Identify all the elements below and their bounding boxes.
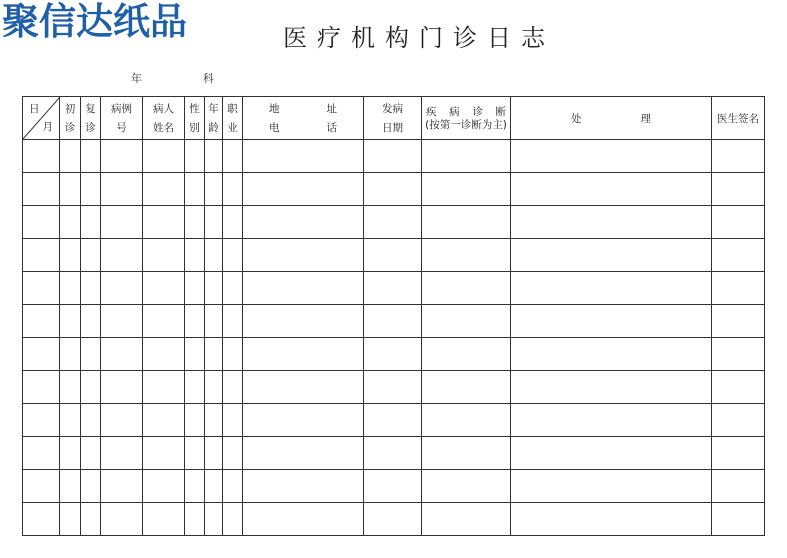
header-onset-date-line1: 发病 bbox=[382, 102, 403, 115]
table-row bbox=[23, 338, 765, 371]
cell-doctor-signature[interactable] bbox=[712, 371, 765, 404]
department-label: 科 bbox=[203, 72, 214, 85]
header-diagnosis-char3: 诊 bbox=[472, 105, 483, 118]
cell-treatment[interactable] bbox=[511, 503, 712, 536]
table-row bbox=[23, 503, 765, 536]
cell-age[interactable] bbox=[205, 239, 223, 272]
cell-case-no[interactable] bbox=[101, 503, 143, 536]
cell-case-no[interactable] bbox=[101, 371, 143, 404]
header-onset-date-line2: 日期 bbox=[382, 121, 403, 134]
cell-age[interactable] bbox=[205, 404, 223, 437]
cell-return-visit[interactable] bbox=[81, 470, 101, 503]
cell-treatment[interactable] bbox=[511, 404, 712, 437]
cell-doctor-signature[interactable] bbox=[712, 272, 765, 305]
cell-occupation[interactable] bbox=[223, 140, 243, 173]
cell-treatment[interactable] bbox=[511, 272, 712, 305]
header-sex-line1: 性 bbox=[189, 102, 200, 115]
cell-case-no[interactable] bbox=[101, 140, 143, 173]
cell-first-visit[interactable] bbox=[60, 338, 81, 371]
cell-case-no[interactable] bbox=[101, 437, 143, 470]
header-diagnosis-char1: 疾 bbox=[426, 105, 437, 118]
cell-patient-name[interactable] bbox=[143, 503, 185, 536]
cell-first-visit[interactable] bbox=[60, 470, 81, 503]
cell-patient-name[interactable] bbox=[143, 173, 185, 206]
cell-date[interactable] bbox=[23, 371, 60, 404]
header-patient-name-line2: 姓名 bbox=[153, 121, 174, 134]
cell-return-visit[interactable] bbox=[81, 305, 101, 338]
cell-doctor-signature[interactable] bbox=[712, 206, 765, 239]
cell-address-phone[interactable] bbox=[243, 437, 364, 470]
header-date-day: 日 bbox=[29, 103, 40, 115]
cell-date[interactable] bbox=[23, 503, 60, 536]
cell-doctor-signature[interactable] bbox=[712, 173, 765, 206]
header-return-visit-line1: 复 bbox=[85, 102, 96, 115]
cell-occupation[interactable] bbox=[223, 470, 243, 503]
cell-treatment[interactable] bbox=[511, 140, 712, 173]
cell-occupation[interactable] bbox=[223, 173, 243, 206]
cell-date[interactable] bbox=[23, 239, 60, 272]
cell-address-phone[interactable] bbox=[243, 470, 364, 503]
cell-sex[interactable] bbox=[185, 140, 205, 173]
cell-case-no[interactable] bbox=[101, 338, 143, 371]
cell-onset-date[interactable] bbox=[364, 140, 422, 173]
cell-occupation[interactable] bbox=[223, 239, 243, 272]
cell-doctor-signature[interactable] bbox=[712, 140, 765, 173]
cell-patient-name[interactable] bbox=[143, 437, 185, 470]
cell-occupation[interactable] bbox=[223, 437, 243, 470]
table-row bbox=[23, 140, 765, 173]
header-first-visit bbox=[60, 97, 81, 140]
cell-address-phone[interactable] bbox=[243, 404, 364, 437]
cell-age[interactable] bbox=[205, 371, 223, 404]
cell-address-phone[interactable] bbox=[243, 371, 364, 404]
cell-first-visit[interactable] bbox=[60, 140, 81, 173]
year-label: 年 bbox=[131, 72, 142, 85]
header-occupation bbox=[223, 97, 243, 140]
cell-return-visit[interactable] bbox=[81, 206, 101, 239]
cell-diagnosis[interactable] bbox=[422, 371, 511, 404]
cell-onset-date[interactable] bbox=[364, 272, 422, 305]
header-treatment-char2: 理 bbox=[640, 112, 651, 125]
cell-patient-name[interactable] bbox=[143, 140, 185, 173]
cell-sex[interactable] bbox=[185, 503, 205, 536]
cell-onset-date[interactable] bbox=[364, 239, 422, 272]
cell-return-visit[interactable] bbox=[81, 404, 101, 437]
cell-doctor-signature[interactable] bbox=[712, 503, 765, 536]
header-case-no-line1: 病例 bbox=[111, 102, 132, 115]
cell-diagnosis[interactable] bbox=[422, 272, 511, 305]
cell-case-no[interactable] bbox=[101, 305, 143, 338]
cell-date[interactable] bbox=[23, 173, 60, 206]
cell-return-visit[interactable] bbox=[81, 140, 101, 173]
cell-sex[interactable] bbox=[185, 206, 205, 239]
cell-onset-date[interactable] bbox=[364, 437, 422, 470]
cell-return-visit[interactable] bbox=[81, 272, 101, 305]
cell-first-visit[interactable] bbox=[60, 371, 81, 404]
table-row bbox=[23, 305, 765, 338]
cell-diagnosis[interactable] bbox=[422, 503, 511, 536]
header-phone-char1: 电 bbox=[269, 121, 280, 134]
header-date-month: 月 bbox=[42, 121, 53, 133]
cell-date[interactable] bbox=[23, 338, 60, 371]
cell-diagnosis[interactable] bbox=[422, 206, 511, 239]
cell-treatment[interactable] bbox=[511, 338, 712, 371]
cell-sex[interactable] bbox=[185, 173, 205, 206]
cell-case-no[interactable] bbox=[101, 272, 143, 305]
cell-doctor-signature[interactable] bbox=[712, 437, 765, 470]
header-return-visit-line2: 诊 bbox=[85, 121, 96, 134]
cell-address-phone[interactable] bbox=[243, 272, 364, 305]
cell-address-phone[interactable] bbox=[243, 503, 364, 536]
cell-patient-name[interactable] bbox=[143, 305, 185, 338]
cell-diagnosis[interactable] bbox=[422, 173, 511, 206]
cell-case-no[interactable] bbox=[101, 404, 143, 437]
cell-diagnosis[interactable] bbox=[422, 305, 511, 338]
cell-age[interactable] bbox=[205, 305, 223, 338]
table-row bbox=[23, 437, 765, 470]
table-row bbox=[23, 239, 765, 272]
header-doctor-signature: 医生签名 bbox=[712, 97, 765, 140]
cell-return-visit[interactable] bbox=[81, 503, 101, 536]
header-sex-line2: 别 bbox=[189, 121, 200, 134]
cell-occupation[interactable] bbox=[223, 404, 243, 437]
cell-address-phone[interactable] bbox=[243, 206, 364, 239]
cell-occupation[interactable] bbox=[223, 206, 243, 239]
header-occupation-line1: 职 bbox=[227, 102, 238, 115]
cell-doctor-signature[interactable] bbox=[712, 338, 765, 371]
cell-sex[interactable] bbox=[185, 437, 205, 470]
cell-first-visit[interactable] bbox=[60, 173, 81, 206]
cell-age[interactable] bbox=[205, 503, 223, 536]
header-case-no-line2: 号 bbox=[116, 121, 127, 134]
cell-date[interactable] bbox=[23, 404, 60, 437]
cell-occupation[interactable] bbox=[223, 503, 243, 536]
table-row bbox=[23, 371, 765, 404]
cell-age[interactable] bbox=[205, 338, 223, 371]
cell-treatment[interactable] bbox=[511, 371, 712, 404]
cell-case-no[interactable] bbox=[101, 173, 143, 206]
cell-age[interactable] bbox=[205, 470, 223, 503]
cell-occupation[interactable] bbox=[223, 338, 243, 371]
cell-treatment[interactable] bbox=[511, 470, 712, 503]
cell-treatment[interactable] bbox=[511, 206, 712, 239]
cell-case-no[interactable] bbox=[101, 239, 143, 272]
header-address-char2: 址 bbox=[326, 102, 337, 115]
cell-age[interactable] bbox=[205, 140, 223, 173]
cell-age[interactable] bbox=[205, 173, 223, 206]
cell-diagnosis[interactable] bbox=[422, 470, 511, 503]
cell-first-visit[interactable] bbox=[60, 437, 81, 470]
header-address-char1: 地 bbox=[269, 102, 280, 115]
cell-treatment[interactable] bbox=[511, 239, 712, 272]
cell-return-visit[interactable] bbox=[81, 173, 101, 206]
cell-first-visit[interactable] bbox=[60, 404, 81, 437]
header-first-visit-line1: 初 bbox=[64, 102, 76, 115]
cell-sex[interactable] bbox=[185, 470, 205, 503]
header-treatment bbox=[511, 97, 712, 140]
header-age-line2: 龄 bbox=[208, 121, 219, 134]
cell-date[interactable] bbox=[23, 140, 60, 173]
cell-date[interactable] bbox=[23, 206, 60, 239]
header-case-no bbox=[101, 97, 143, 140]
cell-onset-date[interactable] bbox=[364, 305, 422, 338]
cell-address-phone[interactable] bbox=[243, 338, 364, 371]
cell-doctor-signature[interactable] bbox=[712, 404, 765, 437]
cell-first-visit[interactable] bbox=[60, 305, 81, 338]
cell-case-no[interactable] bbox=[101, 206, 143, 239]
table-row bbox=[23, 206, 765, 239]
table-row bbox=[23, 404, 765, 437]
cell-sex[interactable] bbox=[185, 239, 205, 272]
header-sex bbox=[185, 97, 205, 140]
cell-date[interactable] bbox=[23, 470, 60, 503]
cell-sex[interactable] bbox=[185, 338, 205, 371]
cell-patient-name[interactable] bbox=[143, 272, 185, 305]
cell-sex[interactable] bbox=[185, 305, 205, 338]
cell-return-visit[interactable] bbox=[81, 239, 101, 272]
cell-patient-name[interactable] bbox=[143, 470, 185, 503]
cell-patient-name[interactable] bbox=[143, 371, 185, 404]
cell-address-phone[interactable] bbox=[243, 140, 364, 173]
cell-address-phone[interactable] bbox=[243, 173, 364, 206]
cell-onset-date[interactable] bbox=[364, 338, 422, 371]
cell-sex[interactable] bbox=[185, 371, 205, 404]
cell-address-phone[interactable] bbox=[243, 239, 364, 272]
cell-onset-date[interactable] bbox=[364, 470, 422, 503]
cell-doctor-signature[interactable] bbox=[712, 470, 765, 503]
header-diagnosis bbox=[422, 97, 511, 140]
header-address-phone bbox=[243, 97, 364, 140]
brand-logo: 聚信达纸品 bbox=[2, 0, 187, 43]
cell-patient-name[interactable] bbox=[143, 206, 185, 239]
cell-diagnosis[interactable] bbox=[422, 404, 511, 437]
cell-first-visit[interactable] bbox=[60, 272, 81, 305]
header-return-visit bbox=[81, 97, 101, 140]
cell-return-visit[interactable] bbox=[81, 338, 101, 371]
cell-occupation[interactable] bbox=[223, 371, 243, 404]
cell-occupation[interactable] bbox=[223, 305, 243, 338]
cell-diagnosis[interactable] bbox=[422, 239, 511, 272]
cell-patient-name[interactable] bbox=[143, 338, 185, 371]
cell-return-visit[interactable] bbox=[81, 437, 101, 470]
cell-age[interactable] bbox=[205, 272, 223, 305]
cell-onset-date[interactable] bbox=[364, 173, 422, 206]
table-row bbox=[23, 272, 765, 305]
outpatient-log-table bbox=[22, 96, 765, 536]
header-treatment-char1: 处 bbox=[571, 112, 582, 125]
cell-doctor-signature[interactable] bbox=[712, 239, 765, 272]
cell-treatment[interactable] bbox=[511, 173, 712, 206]
cell-occupation[interactable] bbox=[223, 272, 243, 305]
cell-diagnosis[interactable] bbox=[422, 437, 511, 470]
cell-onset-date[interactable] bbox=[364, 371, 422, 404]
cell-diagnosis[interactable] bbox=[422, 338, 511, 371]
table-row bbox=[23, 470, 765, 503]
cell-first-visit[interactable] bbox=[60, 503, 81, 536]
cell-case-no[interactable] bbox=[101, 470, 143, 503]
cell-date[interactable] bbox=[23, 305, 60, 338]
cell-date[interactable] bbox=[23, 437, 60, 470]
document-title: 医疗机构门诊日志 bbox=[283, 24, 555, 52]
header-diagnosis-note: (按第一诊断为主) bbox=[425, 118, 507, 131]
cell-onset-date[interactable] bbox=[364, 206, 422, 239]
header-diagnosis-char2: 病 bbox=[449, 105, 460, 118]
cell-diagnosis[interactable] bbox=[422, 140, 511, 173]
table-row bbox=[23, 173, 765, 206]
cell-return-visit[interactable] bbox=[81, 371, 101, 404]
header-age bbox=[205, 97, 223, 140]
cell-date[interactable] bbox=[23, 272, 60, 305]
cell-patient-name[interactable] bbox=[143, 239, 185, 272]
header-row bbox=[23, 97, 765, 140]
header-onset-date bbox=[364, 97, 422, 140]
cell-onset-date[interactable] bbox=[364, 404, 422, 437]
cell-onset-date[interactable] bbox=[364, 503, 422, 536]
header-first-visit-line2: 诊 bbox=[64, 121, 76, 134]
cell-patient-name[interactable] bbox=[143, 404, 185, 437]
header-occupation-line2: 业 bbox=[227, 121, 238, 134]
header-patient-name-line1: 病人 bbox=[153, 102, 174, 115]
cell-first-visit[interactable] bbox=[60, 206, 81, 239]
cell-doctor-signature[interactable] bbox=[712, 305, 765, 338]
header-age-line1: 年 bbox=[208, 102, 219, 115]
header-phone-char2: 话 bbox=[326, 121, 337, 134]
cell-age[interactable] bbox=[205, 437, 223, 470]
cell-treatment[interactable] bbox=[511, 305, 712, 338]
cell-sex[interactable] bbox=[185, 404, 205, 437]
header-diagnosis-char4: 断 bbox=[495, 105, 506, 118]
cell-age[interactable] bbox=[205, 206, 223, 239]
header-patient-name bbox=[143, 97, 185, 140]
cell-treatment[interactable] bbox=[511, 437, 712, 470]
cell-address-phone[interactable] bbox=[243, 305, 364, 338]
header-date bbox=[23, 97, 60, 140]
cell-first-visit[interactable] bbox=[60, 239, 81, 272]
cell-sex[interactable] bbox=[185, 272, 205, 305]
